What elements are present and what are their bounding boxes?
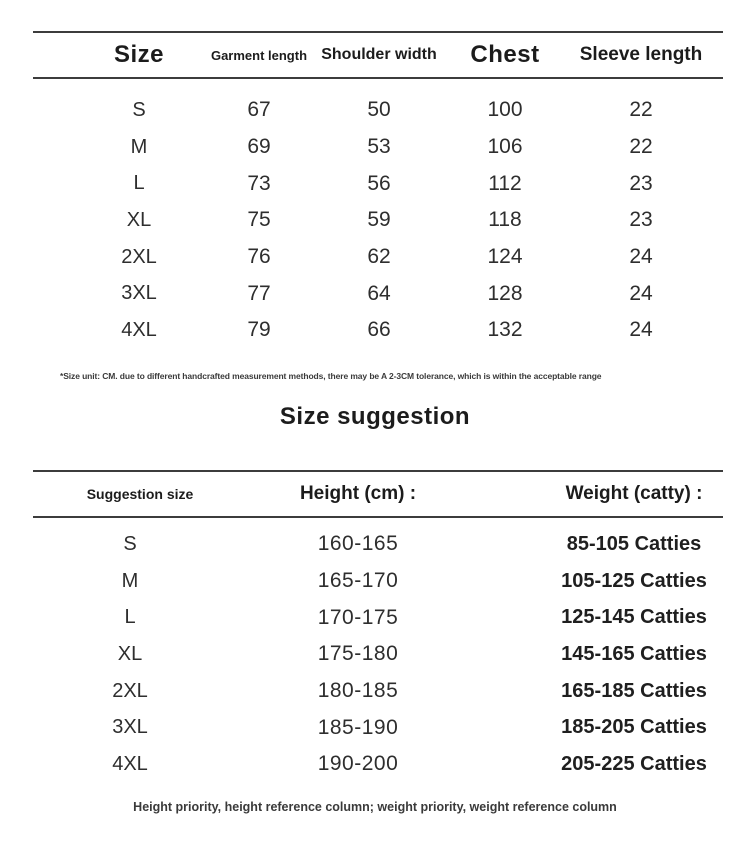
cell-size: M — [121, 569, 139, 592]
cell-shoulder-width: 64 — [367, 281, 391, 305]
header-cell-sleeve-length: Sleeve length — [579, 44, 703, 65]
cell-weight: 125-145 Catties — [561, 606, 707, 629]
size-suggestion-table — [33, 470, 723, 783]
header-cell-height: Height (cm) : — [299, 483, 417, 504]
cell-garment-length: 73 — [247, 171, 271, 195]
table-row — [33, 526, 723, 563]
cell-garment-length: 79 — [247, 318, 271, 342]
cell-size: S — [132, 98, 146, 121]
cell-size: S — [123, 532, 137, 555]
header-cell-weight: Weight (catty) : — [565, 483, 703, 504]
cell-size: 2XL — [112, 679, 148, 702]
cell-size: 3XL — [121, 282, 157, 305]
cell-chest: 100 — [487, 98, 523, 122]
size-measurement-table — [33, 31, 723, 349]
cell-chest: 128 — [487, 281, 523, 305]
cell-garment-length: 69 — [247, 135, 271, 159]
cell-weight: 105-125 Catties — [561, 569, 707, 592]
cell-weight: 165-185 Catties — [561, 679, 707, 702]
cell-sleeve-length: 23 — [629, 208, 653, 232]
cell-height: 170-175 — [317, 605, 399, 629]
size-table-header-row — [33, 31, 723, 79]
cell-sleeve-length: 24 — [629, 281, 653, 305]
cell-garment-length: 67 — [247, 98, 271, 122]
cell-size: L — [133, 172, 145, 195]
cell-size: M — [130, 135, 148, 158]
cell-height: 165-170 — [317, 569, 399, 593]
cell-chest: 112 — [488, 171, 522, 195]
header-cell-chest: Chest — [470, 41, 540, 68]
cell-weight: 85-105 Catties — [566, 532, 702, 555]
cell-weight: 205-225 Catties — [561, 752, 707, 775]
cell-sleeve-length: 23 — [629, 171, 653, 195]
header-cell-garment-length: Garment length — [210, 47, 308, 63]
cell-sleeve-length: 24 — [629, 318, 653, 342]
cell-size: 3XL — [112, 716, 148, 739]
cell-height: 175-180 — [317, 642, 399, 666]
cell-size: XL — [126, 208, 152, 231]
cell-sleeve-length: 22 — [629, 135, 653, 159]
size-suggestion-title: Size suggestion — [279, 403, 471, 430]
cell-weight: 145-165 Catties — [561, 642, 707, 665]
table-row — [75, 312, 715, 349]
cell-weight: 185-205 Catties — [561, 716, 707, 739]
cell-shoulder-width: 66 — [367, 318, 391, 342]
table-row — [33, 599, 723, 636]
header-cell-size: Size — [113, 41, 165, 68]
table-row — [75, 239, 715, 276]
table-row — [75, 165, 715, 202]
cell-size: XL — [117, 642, 143, 665]
table-row — [75, 275, 715, 312]
cell-garment-length: 76 — [247, 245, 271, 269]
cell-shoulder-width: 50 — [367, 98, 391, 122]
table-row — [75, 202, 715, 239]
size-table-body — [33, 79, 723, 349]
cell-chest: 118 — [488, 208, 522, 232]
table-row — [33, 709, 723, 746]
suggestion-table-header-row — [33, 470, 723, 518]
cell-shoulder-width: 62 — [367, 245, 391, 269]
suggestion-table-body — [33, 518, 723, 783]
cell-chest: 132 — [487, 318, 523, 342]
cell-sleeve-length: 24 — [629, 245, 653, 269]
cell-sleeve-length: 22 — [629, 98, 653, 122]
cell-height: 160-165 — [317, 532, 399, 556]
cell-height: 185-190 — [317, 715, 399, 739]
table-row — [33, 673, 723, 710]
table-row — [33, 563, 723, 600]
cell-size: L — [124, 606, 136, 629]
cell-size: 2XL — [121, 245, 157, 268]
header-cell-shoulder-width: Shoulder width — [321, 46, 437, 63]
cell-chest: 124 — [487, 245, 523, 269]
header-cell-suggestion-size: Suggestion size — [86, 486, 194, 502]
suggestion-table-footer: Height priority, height reference column; weight priority, weight reference column — [133, 800, 617, 814]
cell-chest: 106 — [487, 135, 523, 159]
cell-height: 190-200 — [317, 752, 399, 776]
cell-shoulder-width: 56 — [367, 171, 391, 195]
cell-height: 180-185 — [317, 679, 399, 703]
cell-size: 4XL — [112, 752, 148, 775]
cell-garment-length: 75 — [247, 208, 271, 232]
cell-shoulder-width: 53 — [367, 135, 391, 159]
size-table-footnote: *Size unit: CM. due to different handcrafted measurement methods, there may be A 2-3CM tolerance, which is within the acceptable range — [60, 371, 602, 381]
cell-shoulder-width: 59 — [367, 208, 391, 232]
cell-size: 4XL — [121, 318, 157, 341]
cell-garment-length: 77 — [247, 281, 271, 305]
table-row — [33, 746, 723, 783]
table-row — [75, 129, 715, 166]
table-row — [33, 636, 723, 673]
table-row — [75, 92, 715, 129]
